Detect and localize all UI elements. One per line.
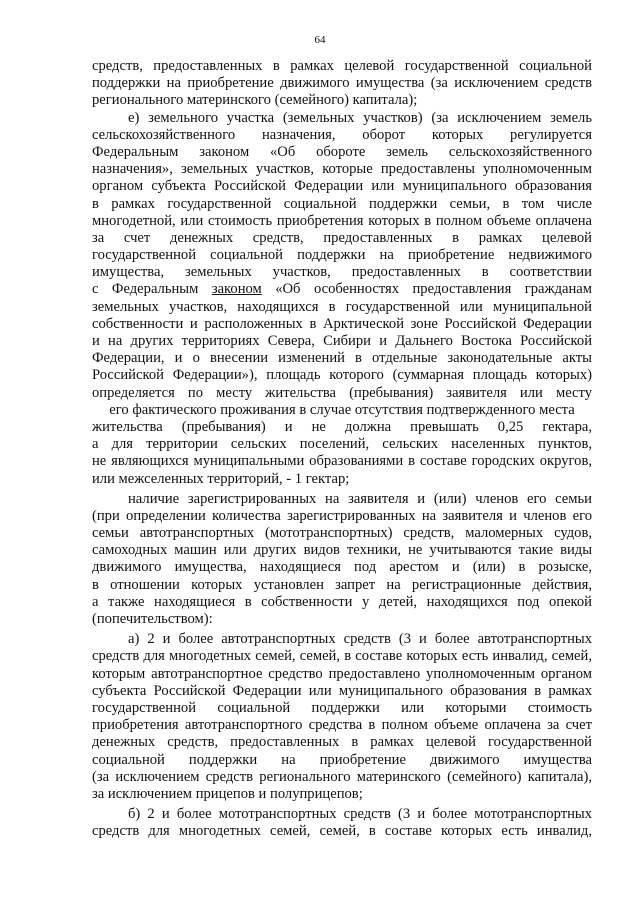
- text-line: в рамках государственной социальной поддержки семьи, в том числе: [92, 195, 592, 212]
- text-line: (попечительством):: [92, 611, 213, 627]
- text-line: движимого имущества, находящиеся под арестом и (или) в розыске,: [92, 559, 592, 576]
- text-line: органом субъекта Российской Федерации или муниципального образования: [92, 178, 592, 195]
- text-line: а) 2 и более автотранспортных средств (3 и более автотранспортных: [128, 631, 592, 648]
- text-line: средств, предоставленных в рамках целевой государственной социальной: [92, 58, 592, 74]
- text-line: Федерации, и о внесении изменений в отдельные законодательные акты: [92, 350, 592, 367]
- text-line: назначения», земельных участков, которые предоставлены уполномоченным: [92, 161, 592, 178]
- text-line: в отношении которых установлен запрет на регистрационные действия,: [92, 576, 592, 593]
- text-line: которым автотранспортное средство предоставлено уполномоченным органом: [92, 665, 592, 682]
- text-line: сельскохозяйственного назначения, оборот которых регулируется: [92, 126, 592, 143]
- law-link[interactable]: законом: [211, 281, 262, 298]
- text-line: денежных средств, предоставленных в рамках целевой государственной: [92, 734, 592, 751]
- text-line: социальной поддержки на приобретение движимого имущества: [92, 751, 592, 768]
- text-line: самоходных машин или других видов техники, не учитываются такие виды: [92, 542, 592, 559]
- text-line: за счет денежных средств, предоставленных в рамках целевой: [92, 229, 592, 246]
- text-line: регионального материнского (семейного) капитала);: [92, 92, 418, 109]
- text-line: средств для многодетных семей, семей, в составе которых есть инвалид,: [92, 823, 592, 840]
- text-line: (за исключением средств регионального материнского (семейного) капитала),: [92, 768, 592, 785]
- text-line: б) 2 и более мототранспортных средств (3 и более мототранспортных: [128, 806, 592, 823]
- text-line: Российской Федерации»), площадь которого (суммарная площадь которых): [92, 367, 592, 384]
- text-line: государственной социальной поддержки или которыми стоимость: [92, 699, 592, 716]
- text-line: собственности и расположенных в Арктической зоне Российской Федерации: [92, 315, 592, 332]
- text-line: государственной социальной поддержки на приобретение недвижимого: [92, 247, 592, 264]
- text-line: а для территории сельских поселений, сельских населенных пунктов,: [92, 436, 592, 453]
- text-line: семьи автотранспортных (мототранспортных) средств, маломерных судов,: [92, 525, 592, 542]
- line-end: «Об особенностях предоставления гражданам: [261, 281, 592, 298]
- text-line: земельных участков, находящихся в государственной или муниципальной: [92, 298, 592, 315]
- text-line: не являющихся муниципальными образованиями в составе городских округов,: [92, 453, 592, 470]
- page-number: 64: [314, 34, 326, 46]
- text-line: (при определении количества зарегистрированных на заявителя и членов его: [92, 507, 592, 524]
- text-line: средств для многодетных семей, семей, в составе которых есть инвалид, семей,: [92, 648, 592, 665]
- text-line: и на других территориях Севера, Сибири и Дальнего Востока Российской: [92, 333, 592, 349]
- text-line: или межселенных территорий, - 1 гектар;: [92, 470, 350, 487]
- text-line: многодетной, или стоимость приобретения которых в полном объеме оплачена: [92, 212, 592, 229]
- text-line: поддержки на приобретение движимого имущества (за исключением средств: [92, 75, 592, 92]
- text-line: субъекта Российской Федерации или муниципального образования в рамках: [92, 682, 592, 699]
- text-line: его фактического проживания в случае отсутствия подтвержденного места: [109, 401, 575, 418]
- text-line: приобретения автотранспортного средства в полном объеме оплачена за счет: [92, 717, 592, 734]
- text-line: имущества, земельных участков, предоставленных в соответствии: [92, 264, 592, 281]
- text-line: определяется по месту жительства (пребывания) заявителя или месту: [92, 384, 592, 401]
- text-line: жительства (пребывания) и не должна превышать 0,25 гектара,: [92, 418, 592, 435]
- text-line-with-link: [92, 281, 592, 298]
- text-line: наличие зарегистрированных на заявителя и (или) членов его семьи: [128, 490, 592, 507]
- text-line: а также находящиеся в собственности у детей, находящихся под опекой: [92, 593, 592, 610]
- text-line: е) земельного участка (земельных участков) (за исключением земель: [128, 109, 592, 126]
- text-line: за исключением прицепов и полуприцепов;: [92, 785, 363, 802]
- line-start: с Федеральным: [92, 281, 212, 298]
- text-line: Федеральным законом «Об обороте земель сельскохозяйственного: [92, 143, 592, 160]
- body-text: [92, 58, 592, 840]
